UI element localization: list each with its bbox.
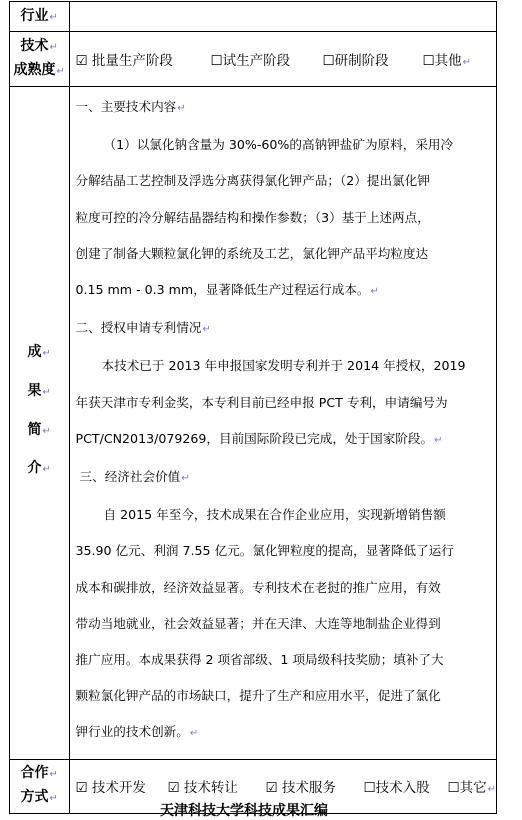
industry-label-text: 行业 — [20, 7, 49, 24]
section-3-line: 成本和碳排放，经济效益显著。专利技术在老挝的推广应用，有效 — [75, 579, 441, 595]
cooperation-option-tech-transfer[interactable] — [168, 776, 266, 796]
section-1-line: 创建了制备大颗粒氯化钾的系统及工艺，氯化钾产品平均粒度达 — [75, 245, 429, 261]
option-label: 试生产阶段 — [222, 53, 291, 69]
checkbox-checked-icon[interactable]: ☑ — [75, 780, 88, 797]
section-3-line: 颗粒氯化钾产品的市场缺口，提升了生产和应用水平，促进了氯化 — [75, 688, 441, 704]
maturity-option-trial-production[interactable] — [211, 49, 323, 69]
option-label: 技术入股 — [375, 780, 430, 797]
section-2-line: PCT/CN2013/079269，目前国际阶段已完成，处于国家阶段。↵ — [75, 430, 443, 446]
checkbox-checked-icon[interactable]: ☑ — [75, 53, 88, 69]
maturity-label-line2: 成熟度 — [13, 62, 56, 78]
maturity-option-other[interactable] — [423, 49, 472, 69]
checkbox-empty-icon[interactable]: ☐ — [210, 53, 223, 69]
return-mark-icon: ↵ — [49, 11, 58, 23]
return-mark-icon: ↵ — [462, 57, 471, 68]
return-mark-icon: ↵ — [487, 784, 496, 796]
return-mark-icon: ↵ — [49, 793, 58, 805]
return-mark-icon: ↵ — [434, 434, 443, 446]
industry-label — [10, 2, 70, 32]
maturity-option-development[interactable] — [323, 49, 423, 69]
section-2-line: 年获天津市专利金奖，本专利目前已经申报 PCT 专利，申请编号为 — [75, 394, 448, 410]
maturity-options — [69, 32, 497, 87]
section-1-title: 一、主要技术内容↵ — [75, 99, 186, 114]
option-label: 批量生产阶段 — [87, 53, 173, 69]
summary-label-char: 成↵ — [27, 344, 51, 360]
section-3-line: 推广应用。本成果获得 2 项省部级、1 项局级科技奖励；填补了大 — [75, 652, 444, 668]
cooperation-option-other[interactable] — [448, 776, 497, 796]
return-mark-icon: ↵ — [202, 324, 211, 336]
checkbox-empty-icon[interactable]: ☐ — [363, 780, 376, 797]
section-3-line: 带动当地就业，社会效益显著；并在天津、大连等地制盐企业得到 — [75, 615, 441, 631]
option-label: 技术服务 — [277, 780, 336, 797]
summary-content[interactable] — [69, 87, 497, 760]
return-mark-icon: ↵ — [42, 386, 51, 398]
option-label: 研制阶段 — [334, 53, 389, 69]
checkbox-checked-icon[interactable]: ☑ — [167, 780, 180, 797]
cooperation-label-line2: 方式 — [20, 789, 49, 806]
checkbox-empty-icon[interactable]: ☐ — [447, 780, 460, 797]
section-1-line: 0.15 mm - 0.3 mm，显著降低生产过程运行成本。↵ — [75, 282, 379, 298]
return-mark-icon: ↵ — [189, 728, 199, 740]
cooperation-option-tech-development[interactable] — [76, 776, 168, 796]
maturity-label — [10, 32, 70, 87]
section-2-line: 本技术已于 2013 年申报国家发明专利并于 2014 年授权，2019 — [101, 358, 466, 374]
return-mark-icon: ↵ — [49, 769, 58, 781]
section-1-line: 粒度可控的冷分解结晶器结构和操作参数；（3）基于上述两点， — [75, 209, 430, 225]
next-page-heading-partial: 天津科技大学科技成果汇编 — [160, 803, 328, 819]
option-label: 其它 — [459, 780, 487, 797]
summary-label-char: 介↵ — [27, 460, 51, 477]
cooperation-option-tech-equity[interactable] — [364, 776, 448, 796]
option-label: 技术转让 — [179, 780, 238, 797]
section-1-line: 分解结晶工艺控制及浮选分离获得氯化钾产品；（2）提出氯化钾 — [75, 173, 430, 189]
cooperation-label-line1: 合作 — [20, 765, 49, 782]
cooperation-label — [10, 759, 70, 813]
section-2-title: 二、授权申请专利情况↵ — [75, 320, 211, 336]
section-1-line: （1）以氯化钠含量为 30%-60%的高钠钾盐矿为原料，采用冷 — [103, 137, 454, 153]
industry-value-cell[interactable] — [69, 2, 497, 32]
section-3-line: 钾行业的技术创新。↵ — [75, 724, 199, 740]
return-mark-icon: ↵ — [42, 464, 51, 476]
cooperation-option-tech-service[interactable] — [266, 776, 364, 796]
summary-label — [10, 87, 70, 760]
return-mark-icon: ↵ — [49, 42, 58, 53]
return-mark-icon: ↵ — [181, 473, 190, 485]
return-mark-icon: ↵ — [370, 286, 379, 298]
section-3-title: 三、经济社会价值↵ — [79, 469, 190, 485]
maturity-label-line1: 技术 — [20, 38, 49, 54]
checkbox-empty-icon[interactable]: ☐ — [422, 53, 435, 69]
checkbox-checked-icon[interactable]: ☑ — [265, 780, 278, 797]
return-mark-icon: ↵ — [177, 103, 186, 114]
option-label: 其他 — [434, 53, 462, 69]
maturity-option-mass-production[interactable] — [76, 49, 211, 69]
summary-label-char: 简↵ — [27, 421, 51, 438]
option-label: 技术开发 — [87, 780, 146, 797]
checkbox-empty-icon[interactable]: ☐ — [322, 53, 335, 69]
return-mark-icon: ↵ — [56, 66, 65, 77]
return-mark-icon: ↵ — [42, 425, 51, 437]
summary-label-char: 果↵ — [27, 382, 51, 399]
return-mark-icon: ↵ — [42, 348, 51, 359]
achievement-form-table — [9, 1, 497, 814]
section-3-line: 自 2015 年至今，技术成果在合作企业应用，实现新增销售额 — [103, 507, 446, 523]
section-3-line: 35.90 亿元、利润 7.55 亿元。氯化钾粒度的提高，显著降低了运行 — [75, 543, 454, 559]
